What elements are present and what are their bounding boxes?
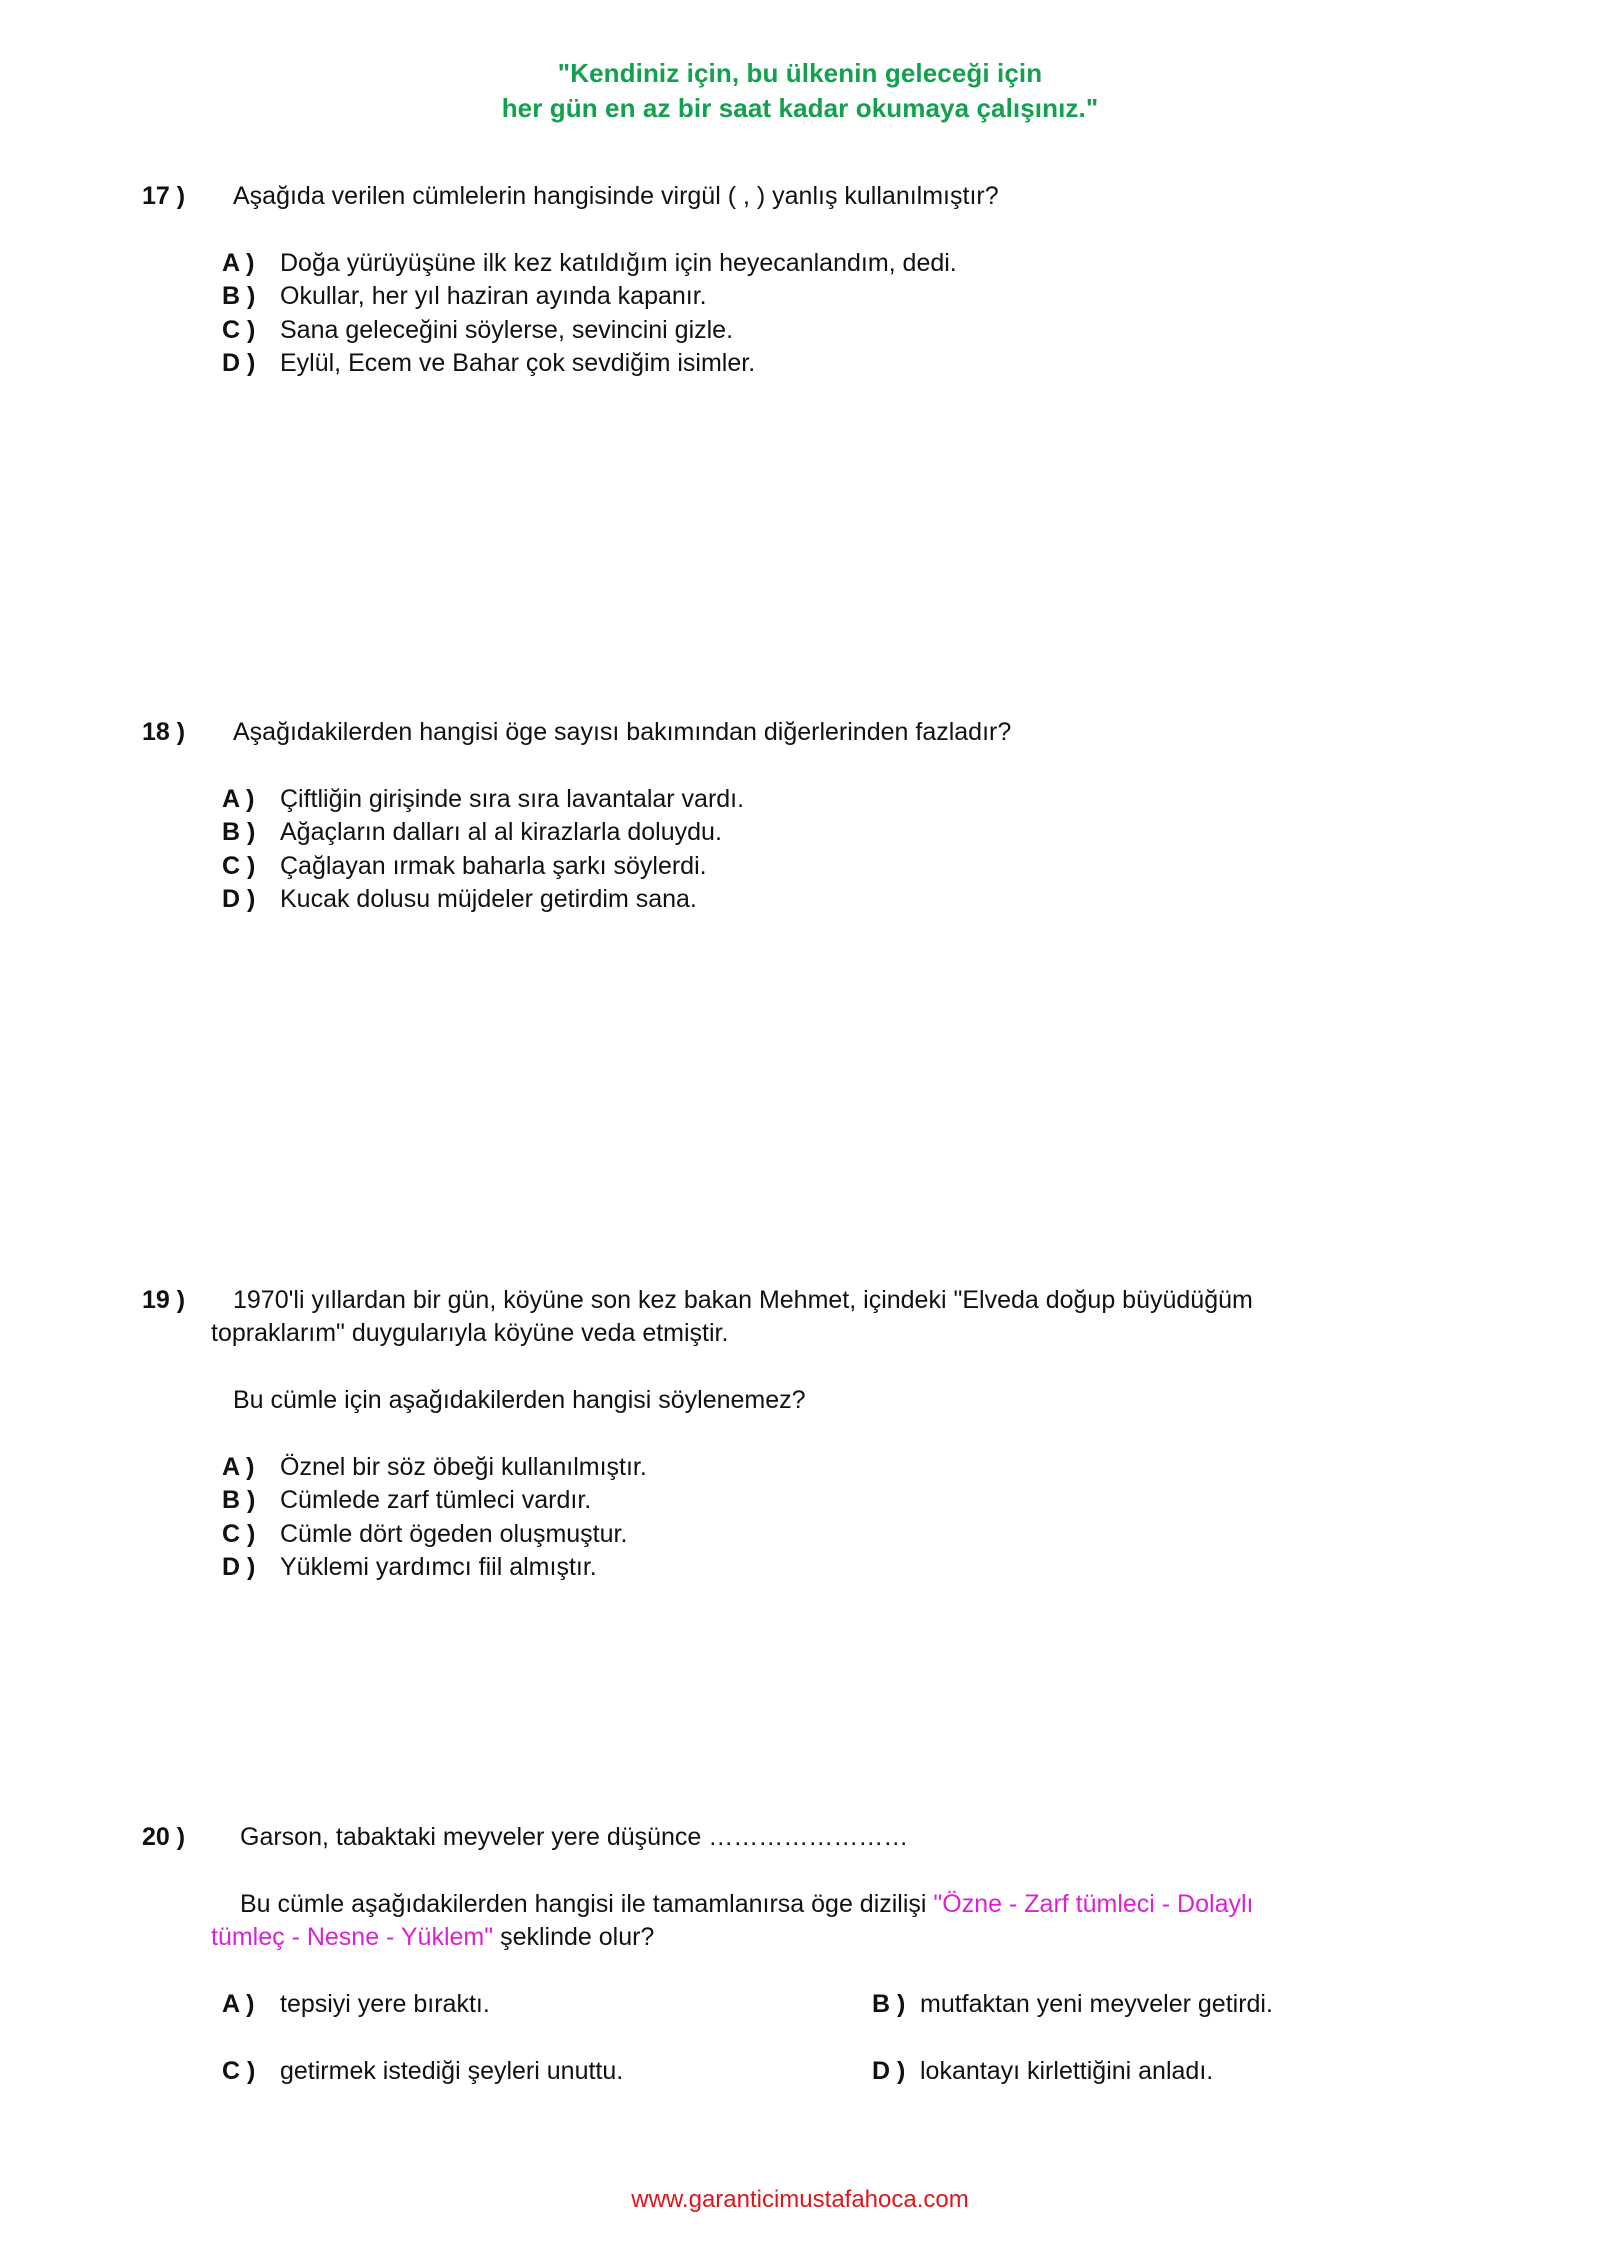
- option-text-b[interactable]: mutfaktan yeni meyveler getirdi.: [920, 1990, 1273, 2018]
- question-number: 18 ): [142, 718, 186, 746]
- header-quote-line-1: "Kendiniz için, bu ülkenin geleceği için: [557, 58, 1043, 88]
- option-text-a[interactable]: Çiftliğin girişinde sıra sıra lavantalar vardı.: [280, 785, 745, 813]
- prompt-plain-text: şeklinde olur?: [493, 1923, 655, 1951]
- option-letter-d[interactable]: D ): [872, 2057, 906, 2085]
- option-text-c[interactable]: getirmek istediği şeyleri unuttu.: [280, 2057, 624, 2085]
- question-text: Garson, tabaktaki meyveler yere düşünce ……………………: [240, 1823, 909, 1851]
- option-text-c[interactable]: Cümle dört ögeden oluşmuştur.: [280, 1520, 628, 1548]
- option-text-a[interactable]: Öznel bir söz öbeği kullanılmıştır.: [280, 1453, 647, 1481]
- prompt-plain-text: Bu cümle aşağıdakilerden hangisi ile tamamlanırsa öge dizilişi: [240, 1890, 934, 1918]
- option-letter-c[interactable]: C ): [222, 1520, 256, 1548]
- question-text: Aşağıda verilen cümlelerin hangisinde virgül ( , ) yanlış kullanılmıştır?: [233, 182, 999, 210]
- option-text-b[interactable]: Okullar, her yıl haziran ayında kapanır.: [280, 282, 707, 310]
- option-letter-a[interactable]: A ): [222, 785, 255, 813]
- question-text-line-1: 1970'li yıllardan bir gün, köyüne son kez bakan Mehmet, içindeki "Elveda doğup büyüdüğüm: [233, 1286, 1253, 1314]
- question-number: 19 ): [142, 1286, 186, 1314]
- header-quote-line-2: her gün en az bir saat kadar okumaya çalışınız.": [501, 93, 1099, 123]
- option-letter-c[interactable]: C ): [222, 316, 256, 344]
- prompt-highlight-text: "Özne - Zarf tümleci - Dolaylı: [933, 1890, 1254, 1918]
- option-text-d[interactable]: Eylül, Ecem ve Bahar çok sevdiğim isimler.: [280, 349, 756, 377]
- option-text-b[interactable]: Cümlede zarf tümleci vardır.: [280, 1486, 592, 1514]
- question-prompt-line-2: [211, 1923, 654, 1952]
- option-text-b[interactable]: Ağaçların dalları al al kirazlarla doluydu.: [280, 818, 722, 846]
- footer-website-link[interactable]: www.garanticimustafahoca.com: [631, 2186, 969, 2213]
- option-letter-a[interactable]: A ): [222, 1453, 255, 1481]
- question-number: 17 ): [142, 182, 186, 210]
- option-letter-c[interactable]: C ): [222, 2057, 256, 2085]
- option-letter-a[interactable]: A ): [222, 249, 255, 277]
- option-letter-d[interactable]: D ): [222, 885, 256, 913]
- option-text-a[interactable]: tepsiyi yere bıraktı.: [280, 1990, 490, 2018]
- option-text-c[interactable]: Çağlayan ırmak baharla şarkı söylerdi.: [280, 852, 707, 880]
- option-text-d[interactable]: Yüklemi yardımcı fiil almıştır.: [280, 1553, 597, 1581]
- prompt-highlight-text: tümleç - Nesne - Yüklem": [211, 1923, 494, 1951]
- question-prompt: Bu cümle için aşağıdakilerden hangisi söylenemez?: [233, 1386, 806, 1414]
- option-letter-b[interactable]: B ): [222, 1486, 256, 1514]
- option-letter-b[interactable]: B ): [222, 818, 256, 846]
- option-text-d[interactable]: lokantayı kirlettiğini anladı.: [920, 2057, 1214, 2085]
- question-text: Aşağıdakilerden hangisi öge sayısı bakımından diğerlerinden fazladır?: [233, 718, 1012, 746]
- option-letter-b[interactable]: B ): [222, 282, 256, 310]
- question-text-line-2: topraklarım" duygularıyla köyüne veda etmiştir.: [211, 1319, 729, 1347]
- option-letter-d[interactable]: D ): [222, 1553, 256, 1581]
- option-text-a[interactable]: Doğa yürüyüşüne ilk kez katıldığım için heyecanlandım, dedi.: [280, 249, 957, 277]
- question-number: 20 ): [142, 1823, 186, 1851]
- option-letter-c[interactable]: C ): [222, 852, 256, 880]
- question-prompt-line-1: [240, 1890, 1253, 1919]
- option-letter-b[interactable]: B ): [872, 1990, 906, 2018]
- option-letter-a[interactable]: A ): [222, 1990, 255, 2018]
- option-letter-d[interactable]: D ): [222, 349, 256, 377]
- option-text-d[interactable]: Kucak dolusu müjdeler getirdim sana.: [280, 885, 697, 913]
- option-text-c[interactable]: Sana geleceğini söylerse, sevincini gizle.: [280, 316, 734, 344]
